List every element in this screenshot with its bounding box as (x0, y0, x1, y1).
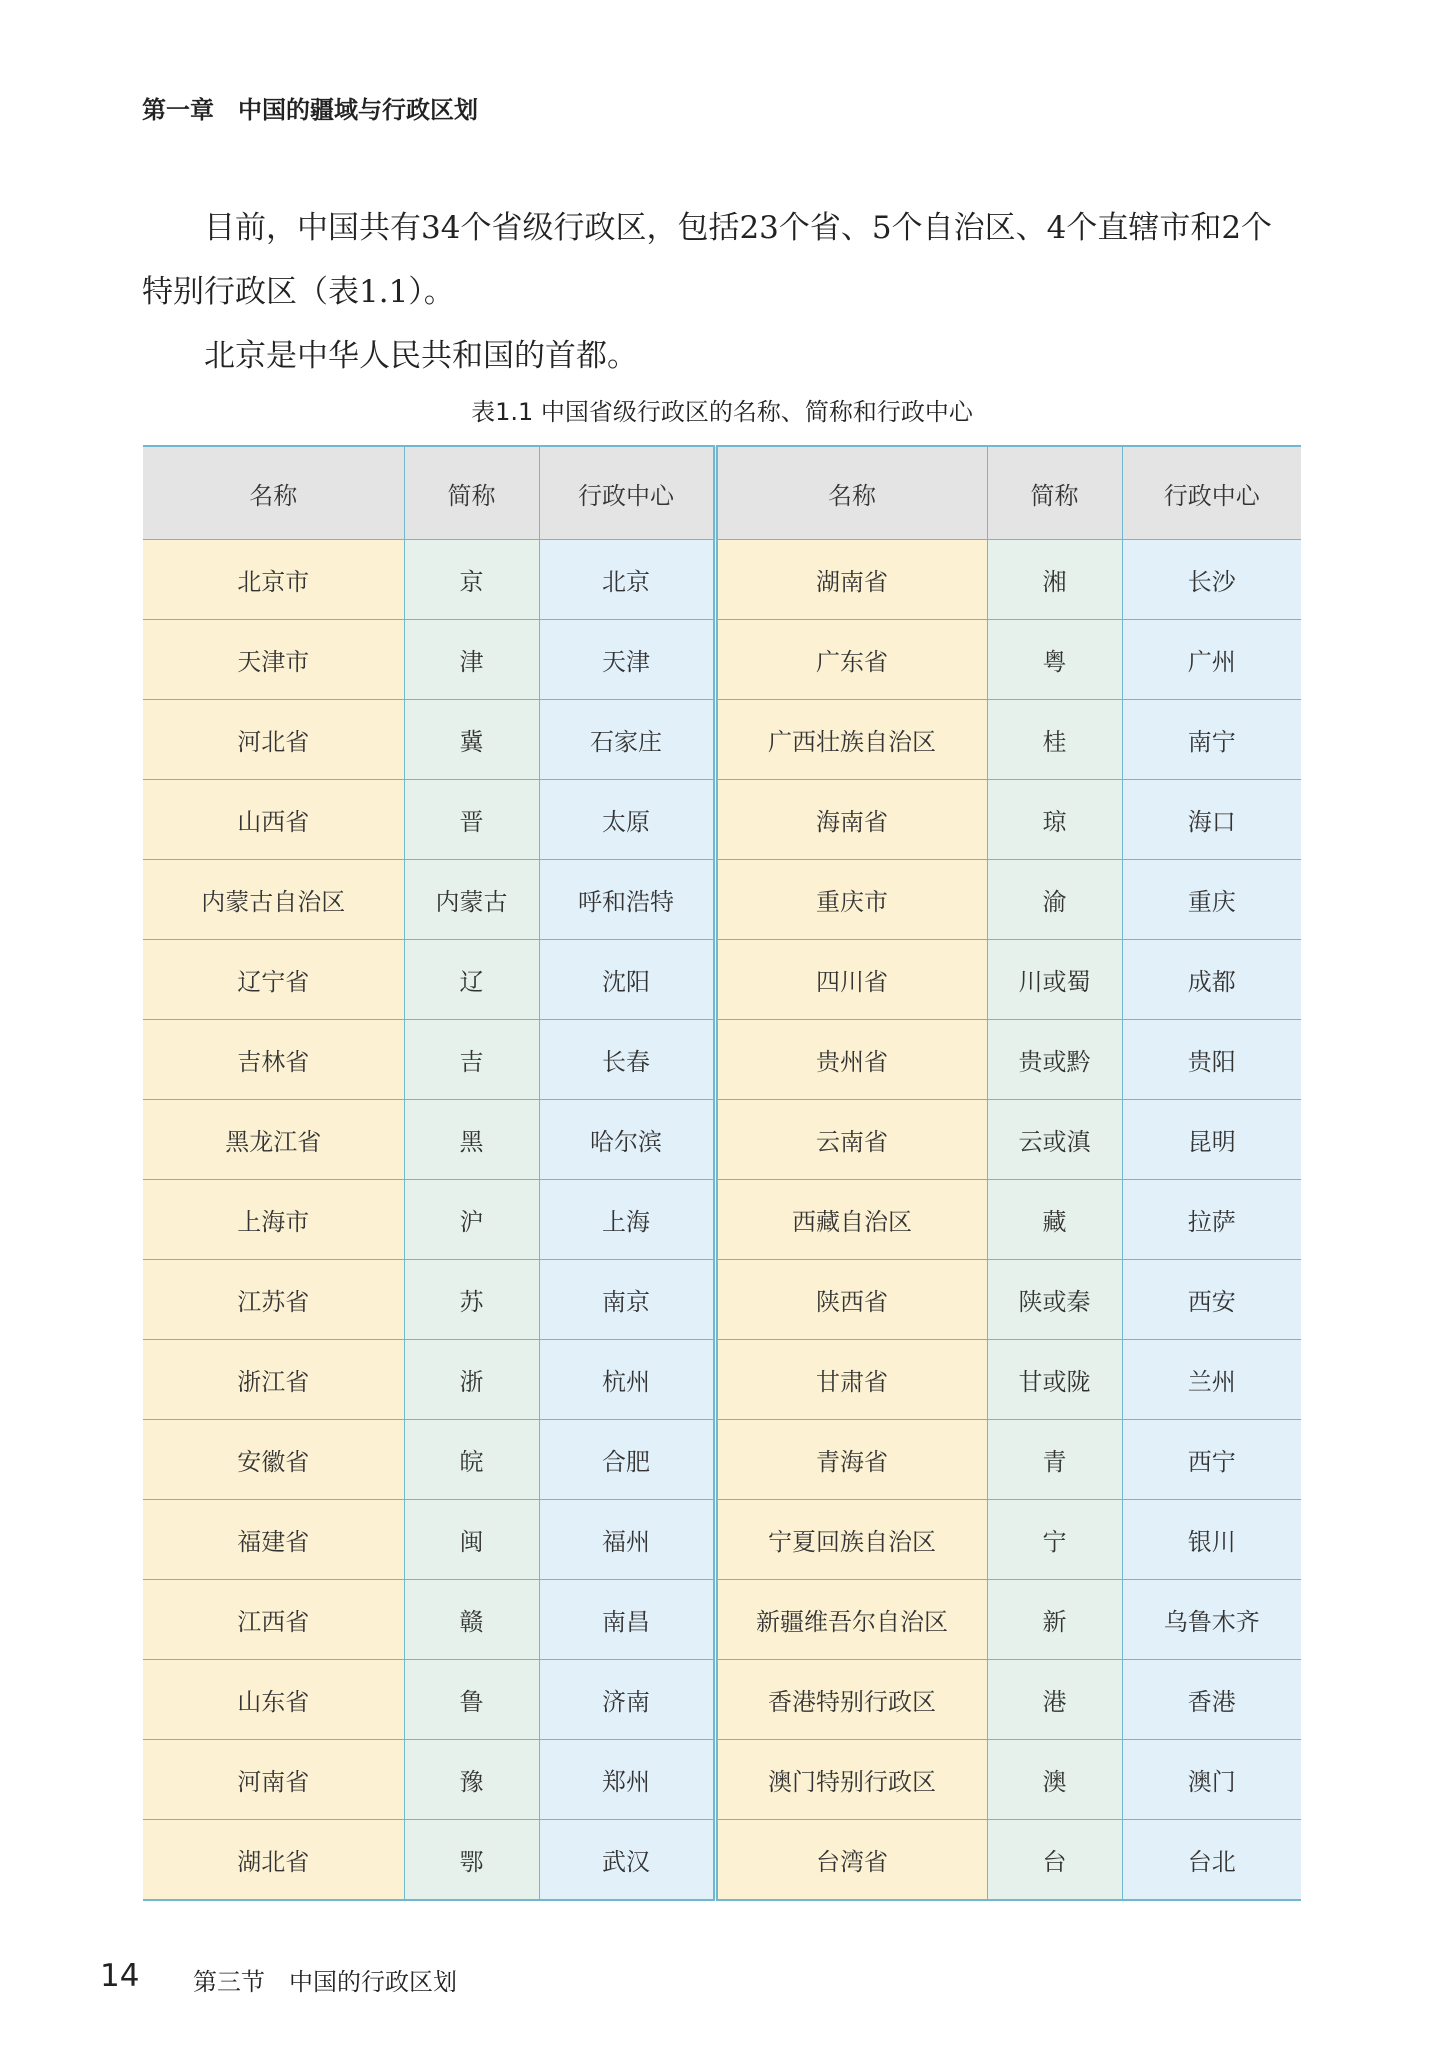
footer-section: 第三节 中国的行政区划 (193, 1968, 457, 1996)
cell-abbr: 宁 (987, 1500, 1122, 1580)
cell-capital: 长春 (539, 1020, 715, 1100)
header-capital: 行政中心 (539, 446, 715, 540)
cell-name: 天津市 (143, 620, 404, 700)
cell-capital: 天津 (539, 620, 715, 700)
cell-capital: 南京 (539, 1260, 715, 1340)
cell-abbr: 甘或陇 (987, 1340, 1122, 1420)
cell-abbr: 藏 (987, 1180, 1122, 1260)
cell-capital: 合肥 (539, 1420, 715, 1500)
cell-capital: 北京 (539, 540, 715, 620)
cell-abbr: 沪 (404, 1180, 539, 1260)
cell-abbr: 晋 (404, 780, 539, 860)
cell-name: 黑龙江省 (143, 1100, 404, 1180)
cell-name: 云南省 (715, 1100, 987, 1180)
cell-capital: 西安 (1122, 1260, 1301, 1340)
table-row (143, 700, 1301, 780)
cell-abbr: 辽 (404, 940, 539, 1020)
cell-capital: 台北 (1122, 1820, 1301, 1901)
cell-abbr: 鄂 (404, 1820, 539, 1901)
cell-abbr: 鲁 (404, 1660, 539, 1740)
cell-capital: 福州 (539, 1500, 715, 1580)
cell-abbr: 港 (987, 1660, 1122, 1740)
table-row (143, 1420, 1301, 1500)
cell-name: 广东省 (715, 620, 987, 700)
cell-name: 湖南省 (715, 540, 987, 620)
cell-abbr: 苏 (404, 1260, 539, 1340)
cell-capital: 拉萨 (1122, 1180, 1301, 1260)
table-row (143, 860, 1301, 940)
cell-name: 河北省 (143, 700, 404, 780)
paragraph-provinces: 目前，中国共有34个省级行政区，包括23个省、5个自治区、4个直辖市和2个特别行政区（表1.1）。 (142, 210, 1273, 310)
chapter-header: 第一章 中国的疆域与行政区划 (142, 96, 478, 124)
cell-abbr: 台 (987, 1820, 1122, 1901)
cell-name: 吉林省 (143, 1020, 404, 1100)
province-table (143, 445, 1301, 1901)
cell-name: 福建省 (143, 1500, 404, 1580)
cell-capital: 南宁 (1122, 700, 1301, 780)
cell-capital: 呼和浩特 (539, 860, 715, 940)
cell-name: 广西壮族自治区 (715, 700, 987, 780)
cell-abbr: 湘 (987, 540, 1122, 620)
cell-abbr: 冀 (404, 700, 539, 780)
cell-abbr: 豫 (404, 1740, 539, 1820)
cell-capital: 西宁 (1122, 1420, 1301, 1500)
cell-abbr: 桂 (987, 700, 1122, 780)
cell-name: 山东省 (143, 1660, 404, 1740)
cell-capital: 武汉 (539, 1820, 715, 1901)
cell-capital: 香港 (1122, 1660, 1301, 1740)
header-capital: 行政中心 (1122, 446, 1301, 540)
cell-abbr: 贵或黔 (987, 1020, 1122, 1100)
paragraph-capital: 北京是中华人民共和国的首都。 (204, 338, 638, 374)
cell-capital: 贵阳 (1122, 1020, 1301, 1100)
cell-abbr: 澳 (987, 1740, 1122, 1820)
cell-name: 上海市 (143, 1180, 404, 1260)
cell-abbr: 闽 (404, 1500, 539, 1580)
cell-name: 宁夏回族自治区 (715, 1500, 987, 1580)
cell-abbr: 吉 (404, 1020, 539, 1100)
cell-capital: 济南 (539, 1660, 715, 1740)
cell-abbr: 津 (404, 620, 539, 700)
cell-capital: 上海 (539, 1180, 715, 1260)
cell-abbr: 云或滇 (987, 1100, 1122, 1180)
cell-capital: 澳门 (1122, 1740, 1301, 1820)
cell-abbr: 浙 (404, 1340, 539, 1420)
cell-name: 甘肃省 (715, 1340, 987, 1420)
table-row (143, 1820, 1301, 1901)
cell-capital: 哈尔滨 (539, 1100, 715, 1180)
cell-abbr: 新 (987, 1580, 1122, 1660)
cell-name: 江西省 (143, 1580, 404, 1660)
cell-capital: 广州 (1122, 620, 1301, 700)
table-row (143, 1100, 1301, 1180)
cell-name: 澳门特别行政区 (715, 1740, 987, 1820)
cell-capital: 乌鲁木齐 (1122, 1580, 1301, 1660)
cell-name: 内蒙古自治区 (143, 860, 404, 940)
cell-name: 江苏省 (143, 1260, 404, 1340)
cell-abbr: 京 (404, 540, 539, 620)
cell-name: 四川省 (715, 940, 987, 1020)
cell-abbr: 琼 (987, 780, 1122, 860)
table-row (143, 540, 1301, 620)
table-row (143, 620, 1301, 700)
cell-name: 海南省 (715, 780, 987, 860)
table-row (143, 1580, 1301, 1660)
cell-capital: 海口 (1122, 780, 1301, 860)
cell-capital: 重庆 (1122, 860, 1301, 940)
table-header-row (143, 446, 1301, 540)
cell-name: 湖北省 (143, 1820, 404, 1901)
cell-name: 安徽省 (143, 1420, 404, 1500)
header-abbr: 简称 (404, 446, 539, 540)
cell-capital: 昆明 (1122, 1100, 1301, 1180)
cell-name: 河南省 (143, 1740, 404, 1820)
cell-name: 北京市 (143, 540, 404, 620)
province-table-container (143, 445, 1301, 1901)
cell-name: 青海省 (715, 1420, 987, 1500)
header-abbr: 简称 (987, 446, 1122, 540)
cell-name: 陕西省 (715, 1260, 987, 1340)
cell-name: 西藏自治区 (715, 1180, 987, 1260)
table-row (143, 1500, 1301, 1580)
table-row (143, 1260, 1301, 1340)
cell-name: 辽宁省 (143, 940, 404, 1020)
cell-capital: 石家庄 (539, 700, 715, 780)
cell-name: 浙江省 (143, 1340, 404, 1420)
cell-abbr: 渝 (987, 860, 1122, 940)
cell-name: 香港特别行政区 (715, 1660, 987, 1740)
cell-capital: 郑州 (539, 1740, 715, 1820)
header-name: 名称 (143, 446, 404, 540)
table-caption: 表1.1 中国省级行政区的名称、简称和行政中心 (471, 398, 973, 426)
cell-abbr: 陕或秦 (987, 1260, 1122, 1340)
cell-capital: 成都 (1122, 940, 1301, 1020)
cell-name: 重庆市 (715, 860, 987, 940)
table-row (143, 1180, 1301, 1260)
cell-abbr: 川或蜀 (987, 940, 1122, 1020)
table-row (143, 940, 1301, 1020)
table-row (143, 1660, 1301, 1740)
cell-capital: 南昌 (539, 1580, 715, 1660)
cell-name: 山西省 (143, 780, 404, 860)
cell-abbr: 青 (987, 1420, 1122, 1500)
cell-abbr: 皖 (404, 1420, 539, 1500)
cell-abbr: 赣 (404, 1580, 539, 1660)
table-row (143, 1020, 1301, 1100)
cell-abbr: 粤 (987, 620, 1122, 700)
cell-name: 新疆维吾尔自治区 (715, 1580, 987, 1660)
cell-abbr: 黑 (404, 1100, 539, 1180)
cell-capital: 兰州 (1122, 1340, 1301, 1420)
cell-name: 贵州省 (715, 1020, 987, 1100)
cell-capital: 银川 (1122, 1500, 1301, 1580)
cell-capital: 沈阳 (539, 940, 715, 1020)
table-body (143, 540, 1301, 1901)
cell-name: 台湾省 (715, 1820, 987, 1901)
body-text (142, 196, 1302, 388)
cell-capital: 长沙 (1122, 540, 1301, 620)
page-number: 14 (100, 1958, 140, 1994)
cell-abbr: 内蒙古 (404, 860, 539, 940)
cell-capital: 太原 (539, 780, 715, 860)
cell-capital: 杭州 (539, 1340, 715, 1420)
table-row (143, 1340, 1301, 1420)
table-row (143, 780, 1301, 860)
table-row (143, 1740, 1301, 1820)
header-name: 名称 (715, 446, 987, 540)
